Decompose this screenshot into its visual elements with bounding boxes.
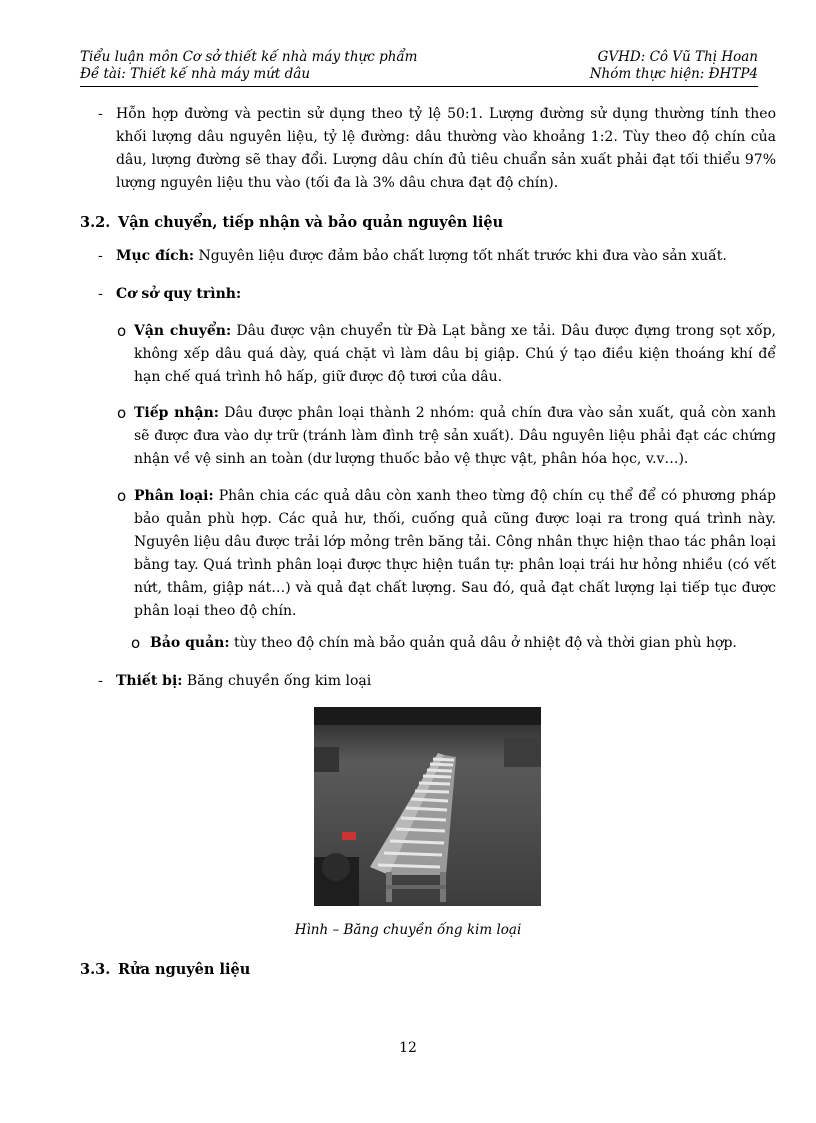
conveyor-image	[314, 707, 541, 906]
item-label: Tiếp nhận:	[134, 405, 219, 421]
header-topic: Đề tài: Thiết kế nhà máy mứt dâu	[80, 66, 311, 82]
bullet-marker: -	[98, 286, 103, 302]
equipment-label: Thiết bị:	[116, 673, 183, 689]
bullet-marker: -	[98, 106, 103, 122]
basis-label: Cơ sở quy trình:	[116, 286, 242, 302]
section-title: Rửa nguyên liệu	[118, 961, 251, 978]
bullet-marker: -	[98, 673, 103, 689]
bullet-marker: -	[98, 248, 103, 264]
sub-bullet-marker: o	[117, 487, 127, 505]
basis-line	[116, 283, 776, 306]
section-heading-3-3	[80, 958, 250, 981]
item-text: Dâu được vận chuyển từ Đà Lạt bằng xe tải. Dâu được đựng trong sọt xốp, không xếp dâu quá dày, quá chặt vì làm dâu bị giập. Chú ý tạo điều kiện thoáng khí để hạn chế quá trình hô hấp, giữ được độ tươi của dâu.	[134, 323, 776, 385]
section-title: Vận chuyển, tiếp nhận và bảo quản nguyên liệu	[118, 214, 504, 231]
conveyor-photo	[314, 707, 541, 906]
figure-caption: Hình – Băng chuyền ống kim loại	[294, 922, 522, 938]
item-label: Vận chuyển:	[134, 323, 232, 339]
purpose-label: Mục đích:	[116, 248, 195, 264]
header-row-2	[80, 66, 758, 82]
item-label: Phân loại:	[134, 488, 214, 504]
item-receiving	[134, 402, 776, 471]
header-row-1	[80, 49, 758, 65]
header-instructor: GVHD: Cô Vũ Thị Hoan	[597, 49, 758, 65]
item-sorting	[134, 485, 776, 623]
item-text: Dâu được phân loại thành 2 nhóm: quả chín đưa vào sản xuất, quả còn xanh sẽ được đưa vào dự trữ (tránh làm đình trệ sản xuất). Dâu nguyên liệu phải đạt các chứng nhận về vệ sinh an toàn (dư lượng thuốc bảo vệ thực vật, phân hóa học, v.v…).	[134, 405, 777, 467]
item-text: Phân chia các quả dâu còn xanh theo từng độ chín cụ thể để có phương pháp bảo quản phù hợp. Các quả hư, thối, cuống quả cũng được loại ra trong quá trình này. Nguyên liệu dâu được trải lớp mỏng trên băng tải. Công nhân thực hiện thao tác phân loại bằng tay. Quá trình phân loại được thực hiện tuần tự: phân loại trái hư hỏng nhiều (có vết nứt, thâm, giập nát…) và quả đạt chất lượng. Sau đó, quả đạt chất lượng lại tiếp tục được phân loại theo độ chín.	[134, 488, 777, 619]
item-storage	[150, 632, 776, 655]
purpose-text: Nguyên liệu được đảm bảo chất lượng tốt nhất trước khi đưa vào sản xuất.	[198, 248, 727, 264]
equipment-text: Băng chuyền ống kim loại	[186, 673, 372, 689]
intro-paragraph: Hỗn hợp đường và pectin sử dụng theo tỷ lệ 50:1. Lượng đường sử dụng thường tính theo khối lượng dâu nguyên liệu, tỷ lệ đường: dâu thường vào khoảng 1:2. Tùy theo độ chín của dâu, lượng đường sẽ thay đổi. Lượng dâu chín đủ tiêu chuẩn sản xuất phải đạt tối thiểu 97% lượng nguyên liệu thu vào (tối đa là 3% dâu chưa đạt độ chín).	[116, 106, 776, 191]
section-heading-3-2	[80, 211, 503, 234]
page-number: 12	[399, 1040, 417, 1056]
sub-bullet-marker: o	[117, 404, 127, 422]
equipment-line	[116, 670, 776, 693]
section-number: 3.2.	[80, 214, 111, 231]
item-label: Bảo quản:	[150, 635, 230, 651]
item-text: tùy theo độ chín mà bảo quản quả dâu ở nhiệt độ và thời gian phù hợp.	[233, 635, 737, 651]
purpose-line	[116, 245, 776, 268]
header-course-title: Tiểu luận môn Cơ sở thiết kế nhà máy thực phẩm	[80, 49, 418, 65]
sub-bullet-marker: o	[131, 634, 141, 652]
item-transport	[134, 320, 776, 389]
sub-bullet-marker: o	[117, 322, 127, 340]
header-divider	[80, 86, 758, 87]
header-group: Nhóm thực hiện: ĐHTP4	[589, 66, 758, 82]
section-number: 3.3.	[80, 961, 111, 978]
